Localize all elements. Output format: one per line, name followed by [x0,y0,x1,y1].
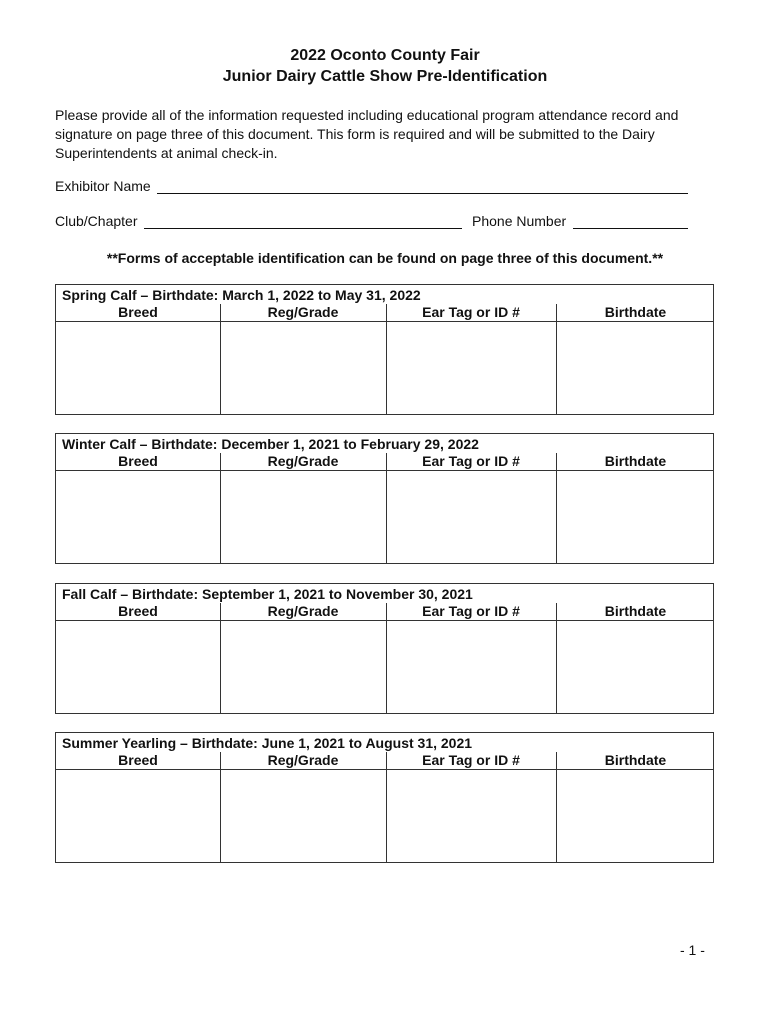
column-header-reg-grade: Reg/Grade [267,304,339,320]
column-header-birthdate: Birthdate [604,453,667,469]
column-header-breed: Breed [118,453,158,469]
column-header-ear-tag: Ear Tag or ID # [422,752,520,768]
section-title: Summer Yearling – Birthdate: June 1, 2021 to August 31, 2021 [62,735,473,751]
column-header-birthdate: Birthdate [604,304,667,320]
table-row[interactable] [56,621,713,713]
phone-number-field[interactable] [573,213,688,229]
column-header-breed: Breed [118,304,158,320]
table-row[interactable] [56,322,713,414]
exhibitor-name-field[interactable] [157,178,688,194]
section-title: Fall Calf – Birthdate: September 1, 2021 to November 30, 2021 [62,586,473,602]
column-header-birthdate: Birthdate [604,603,667,619]
form-subtitle: Junior Dairy Cattle Show Pre-Identification [222,68,548,85]
section-title: Winter Calf – Birthdate: December 1, 2021 to February 29, 2022 [62,436,479,452]
column-header-breed: Breed [118,603,158,619]
fall-calf-table [55,583,714,714]
column-header-reg-grade: Reg/Grade [267,752,339,768]
table-row[interactable] [56,770,713,862]
winter-calf-table [55,433,714,564]
table-header [56,584,713,621]
table-header [56,285,713,322]
column-header-ear-tag: Ear Tag or ID # [422,453,520,469]
table-header [56,434,713,471]
club-phone-row [55,213,695,233]
column-header-ear-tag: Ear Tag or ID # [422,304,520,320]
column-header-reg-grade: Reg/Grade [267,453,339,469]
section-title: Spring Calf – Birthdate: March 1, 2022 to May 31, 2022 [62,287,421,303]
page-number: - 1 - [680,942,705,958]
exhibitor-name-row [55,178,695,198]
column-header-reg-grade: Reg/Grade [267,603,339,619]
table-header [56,733,713,770]
column-header-breed: Breed [118,752,158,768]
column-header-ear-tag: Ear Tag or ID # [422,603,520,619]
spring-calf-table [55,284,714,415]
column-header-birthdate: Birthdate [604,752,667,768]
club-chapter-field[interactable] [144,213,462,229]
exhibitor-name-label: Exhibitor Name [55,178,151,194]
club-chapter-label: Club/Chapter [55,213,138,229]
summer-yearling-table [55,732,714,863]
phone-number-label: Phone Number [472,213,567,229]
table-row[interactable] [56,471,713,563]
identification-note: **Forms of acceptable identification can be found on page three of this document.** [106,250,664,266]
intro-paragraph: Please provide all of the information requested including educational program attendance record and signature on page three of this document. This form is required and will be submitted to the Dairy Superintendents at animal check-in. [55,107,679,161]
form-title: 2022 Oconto County Fair [290,47,480,64]
